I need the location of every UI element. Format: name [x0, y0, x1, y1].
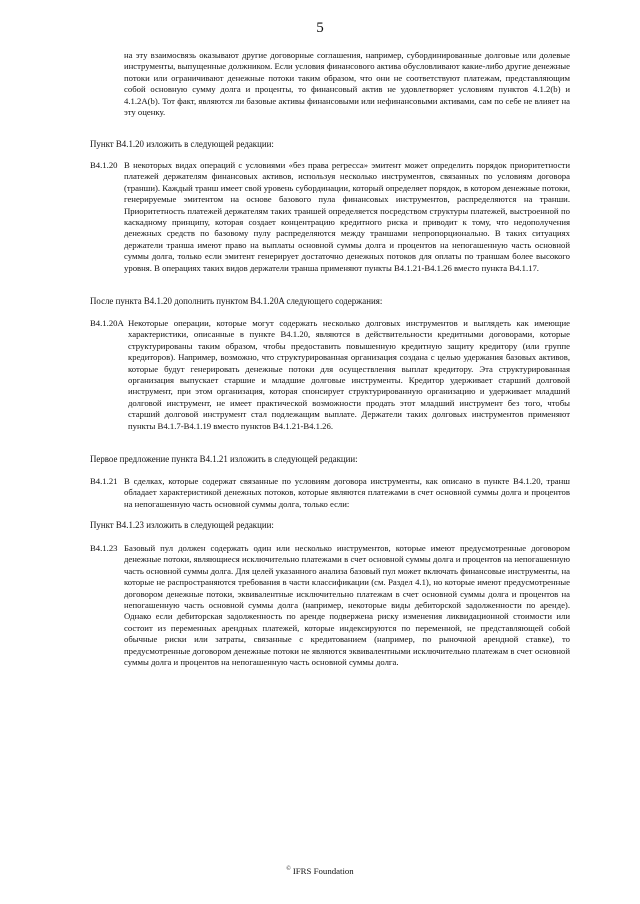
paragraph-b4-1-20a: Некоторые операции, которые могут содержать несколько долговых инструментов и выглядеть как имеющие характеристики, описанные в пункте B4.1.20, являются в действительности кредитными договорами, которые структурированы таким образом, чтобы предоставить повышенную кредитную защиту кредитору (или группе кредиторов). Например, возможно, что структурированная организация создана с целью удержания базовых активов, которые будут генерировать денежные потоки для осуществления выплат кредитору. Эта структурированная организация выпускает старшие и младшие долговые инструменты. Кредитор удерживает старший долговой инструмент, при этом организация, которая спонсирует структурированную организацию и удерживает младший долговой инструмент, не имеет практической возможности продать этот младший инструмент без того, чтобы старший долговой инструмент стал подлежащим выплате. Держатели таких долговых инструментов применяют пункты B4.1.7-B4.1.19 вместо пунктов B4.1.21-B4.1.26.: [128, 318, 570, 431]
paragraph-b4-1-23: Базовый пул должен содержать один или несколько инструментов, которые имеют предусмотренные договором денежные потоки, являющиеся исключительно платежами в счет основной суммы долга и процентов на непогашенную часть основной суммы долга. Для целей указанного анализа базовый пул может включать финансовые инструменты, на которые не распространяются требования в части классификации (см. Раздел 4.1), но которые имеют предусмотренные договором денежные потоки, эквивалентные исключительно платежам в счет основной суммы долга и процентов на непогашенную часть основной суммы долга (например, некоторые виды дебиторской задолженности по аренде). Однако если дебиторская задолженность по аренде подвержена риску изменения ликвидационной стоимости или состоит из переменных арендных платежей, которые индексируются по переменной, не представляющей собой обычные риски или затраты, связанные с кредитованием (например, по рыночной арендной ставке), то предусмотренные договором денежные потоки не являются эквивалентными исключительно платежам в счет основной суммы долга и процентов на непогашенную часть основной суммы долга.: [124, 543, 570, 668]
paragraph-b4-1-20: В некоторых видах операций с условиями «без права регресса» эмитент может определить порядок приоритетности платежей держателям финансовых активов, используя несколько инструментов, связанных по условиям договора (транши). Каждый транш имеет свой уровень субординации, который определяет порядок, в котором денежные потоки, генерируемые эмитентом на основе базового пула финансовых инструментов, распределяются на транши. Приоритетность платежей держателям таких траншей определяется посредством структуры платежей, выстроенной по каскадному принципу, которая создает концентрацию кредитного риска и приводит к тому, что недополучения денежных средств по базовому пулу распределяются между траншами непропорционально. В таких ситуациях держатели транша имеют право на выплаты основной суммы долга и процентов на непогашенную часть основной суммы долга, только если эмитент генерирует достаточно денежных потоков для оплаты по траншам более высокого уровня. В операциях таких видов держатели транша применяют пункты B4.1.21-B4.1.26 вместо пункта B4.1.17.: [124, 160, 570, 273]
instruction-b4-1-21: Первое предложение пункта B4.1.21 изложить в следующей редакции:: [90, 454, 358, 464]
instruction-b4-1-20: Пункт B4.1.20 изложить в следующей редакции:: [90, 139, 274, 149]
paragraph-id-b4-1-23: B4.1.23: [90, 543, 118, 553]
page-number: 5: [316, 20, 324, 36]
paragraph-id-b4-1-21: B4.1.21: [90, 476, 118, 486]
instruction-b4-1-20a: После пункта B4.1.20 дополнить пунктом B4.1.20A следующего содержания:: [90, 296, 383, 306]
instruction-b4-1-23: Пункт B4.1.23 изложить в следующей редакции:: [90, 520, 274, 530]
footer-text: IFRS Foundation: [292, 866, 354, 876]
copyright-symbol: ©: [286, 866, 291, 873]
paragraph-id-b4-1-20a: B4.1.20A: [90, 318, 124, 328]
paragraph-b4-1-21: В сделках, которые содержат связанные по условиям договора инструменты, как описано в пункте B4.1.20, транш обладает характеристикой денежных потоков, которые являются платежами в счет основной суммы долга и процентов на непогашенную часть основной суммы долга, только если:: [124, 476, 570, 509]
footer: [0, 866, 640, 876]
intro-paragraph: на эту взаимосвязь оказывают другие договорные соглашения, например, субординированные долговые или долевые инструменты, выпущенные должником. Если условия финансового актива обусловливают какие-либо другие денежные потоки или ограничивают денежные потоки таким образом, что они не соответствуют платежам, представляющим собой основную сумму долга и проценты, то финансовый актив не удовлетворяет условиям пунктов 4.1.2(b) и 4.1.2A(b). Тот факт, являются ли базовые активы финансовыми или нефинансовыми активами, сам по себе не влияет на эту оценку.: [124, 50, 570, 118]
paragraph-id-b4-1-20: B4.1.20: [90, 160, 118, 170]
